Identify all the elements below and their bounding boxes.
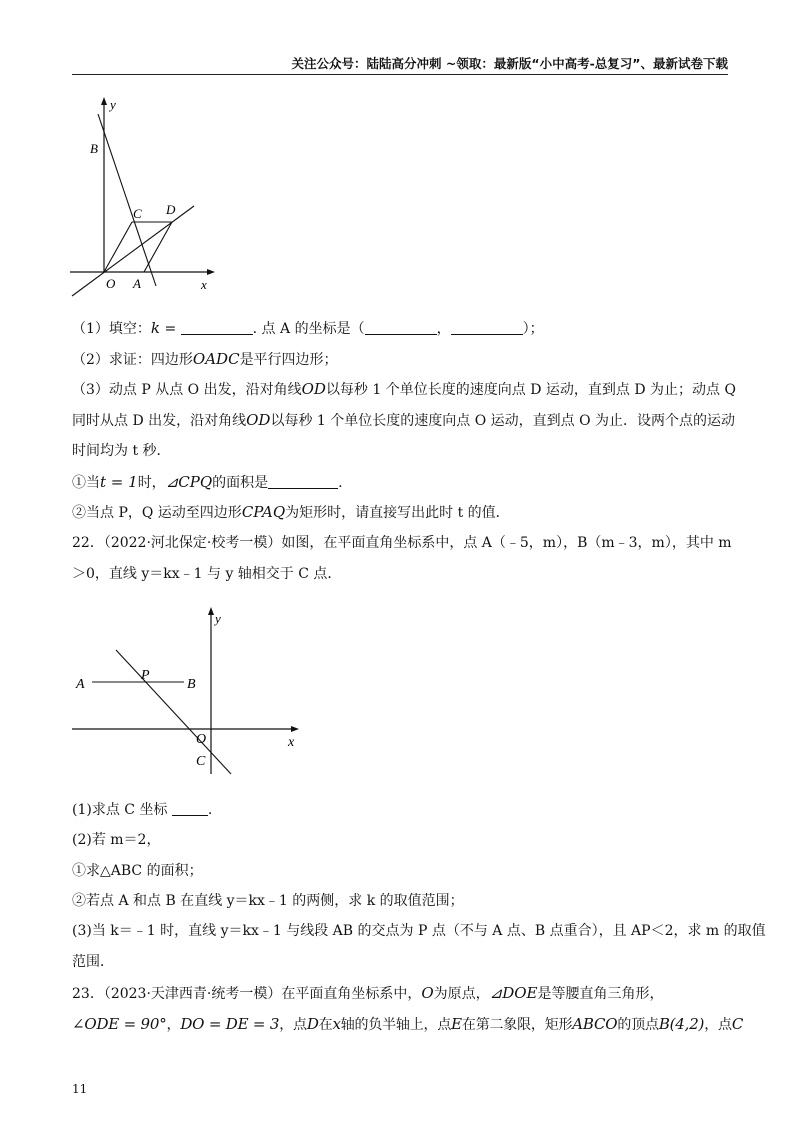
- x-axis-arrow: [207, 269, 215, 275]
- label-y: y: [215, 611, 221, 626]
- q22-sub2: ②若点 A 和点 B 在直线 y＝kx﹣1 的两侧，求 k 的取值范围；: [72, 893, 464, 909]
- label-a: A: [133, 276, 141, 291]
- q22-line1: 22．（2022·河北保定·校考一模）如图，在平面直角坐标系中，点 A（﹣5，m），B（m﹣3，m），其中 m: [72, 535, 732, 551]
- line-bc: [98, 114, 156, 286]
- label-y: y: [110, 97, 116, 112]
- q23-line1: 23．（2023·天津西青·统考一模）在平面直角坐标系中，O为原点，⊿DOE是等腰直角三角形，: [72, 984, 664, 1002]
- label-x: x: [201, 277, 207, 292]
- label-p: P: [141, 668, 150, 683]
- label-o: O: [196, 732, 207, 747]
- x-axis-arrow: [291, 726, 299, 732]
- label-a: A: [76, 677, 85, 692]
- q22-part3-line2: 范围．: [72, 954, 114, 970]
- q22-part2: (2)若 m＝2，: [72, 832, 161, 848]
- answer-blank-area[interactable]: [268, 474, 338, 489]
- q21-part3-line1: （3）动点 P 从点 O 出发，沿对角线OD以每秒 1 个单位长度的速度向点 D 运动，直到点 D 为止；动点 Q: [72, 380, 736, 398]
- q21-part3-line3: 时间均为 t 秒．: [72, 443, 171, 459]
- answer-blank-c[interactable]: [172, 801, 208, 816]
- q22-sub1: ①求△ABC 的面积；: [72, 863, 203, 879]
- line-pc: [116, 650, 231, 774]
- q21-sub1: ①当t = 1时，⊿CPQ的面积是 .: [72, 473, 343, 491]
- q21-part3-line2: 同时从点 D 出发，沿对角线OD以每秒 1 个单位长度的速度向点 O 运动，直到点 O 为止．设两个点的运动: [72, 411, 736, 429]
- label-c: C: [133, 206, 142, 221]
- q21-sub2: ②当点 P，Q 运动至四边形CPAQ为矩形时，请直接写出此时 t 的值．: [72, 503, 510, 521]
- answer-blank-k[interactable]: [181, 320, 253, 335]
- q21-part2: （2）求证：四边形OADC是平行四边形；: [72, 350, 338, 368]
- figure-1-coordinate-diagram: [66, 92, 226, 300]
- q22-line2: ＞0，直线 y＝kx﹣1 与 y 轴相交于 C 点．: [72, 566, 342, 582]
- y-axis-arrow: [101, 97, 107, 105]
- segment-ad: [144, 222, 172, 272]
- q23-line2: ∠ODE = 90°，DO = DE = 3，点D在x轴的负半轴上，点E在第二象限，矩形ABCO的顶点B(4,2)，点C: [72, 1015, 744, 1033]
- header-text: 关注公众号：陆陆高分冲刺 ~领取：最新版“小中高考-总复习”、最新试卷下载: [291, 56, 728, 71]
- label-x: x: [288, 735, 295, 750]
- q22-part3-line1: (3)当 k＝﹣1 时，直线 y＝kx﹣1 与线段 AB 的交点为 P 点（不与 A 点、B 点重合），且 AP＜2，求 m 的取值: [72, 923, 766, 939]
- page-header: [72, 56, 728, 75]
- q21-part1: （1）填空：k = . 点 A 的坐标是（ ， ）；: [72, 319, 544, 337]
- answer-blank-ay[interactable]: [451, 320, 523, 335]
- label-o: O: [106, 276, 116, 291]
- y-axis-arrow: [208, 607, 214, 615]
- label-b: B: [90, 141, 98, 156]
- label-b: B: [187, 677, 196, 692]
- q22-part1: (1)求点 C 坐标 .: [72, 802, 213, 818]
- label-d: D: [166, 202, 176, 217]
- label-c: C: [196, 754, 206, 769]
- page-number: 11: [72, 1082, 88, 1096]
- answer-blank-ax[interactable]: [365, 320, 437, 335]
- figure-2-coordinate-diagram: [66, 602, 310, 782]
- segment-oc: [104, 222, 132, 272]
